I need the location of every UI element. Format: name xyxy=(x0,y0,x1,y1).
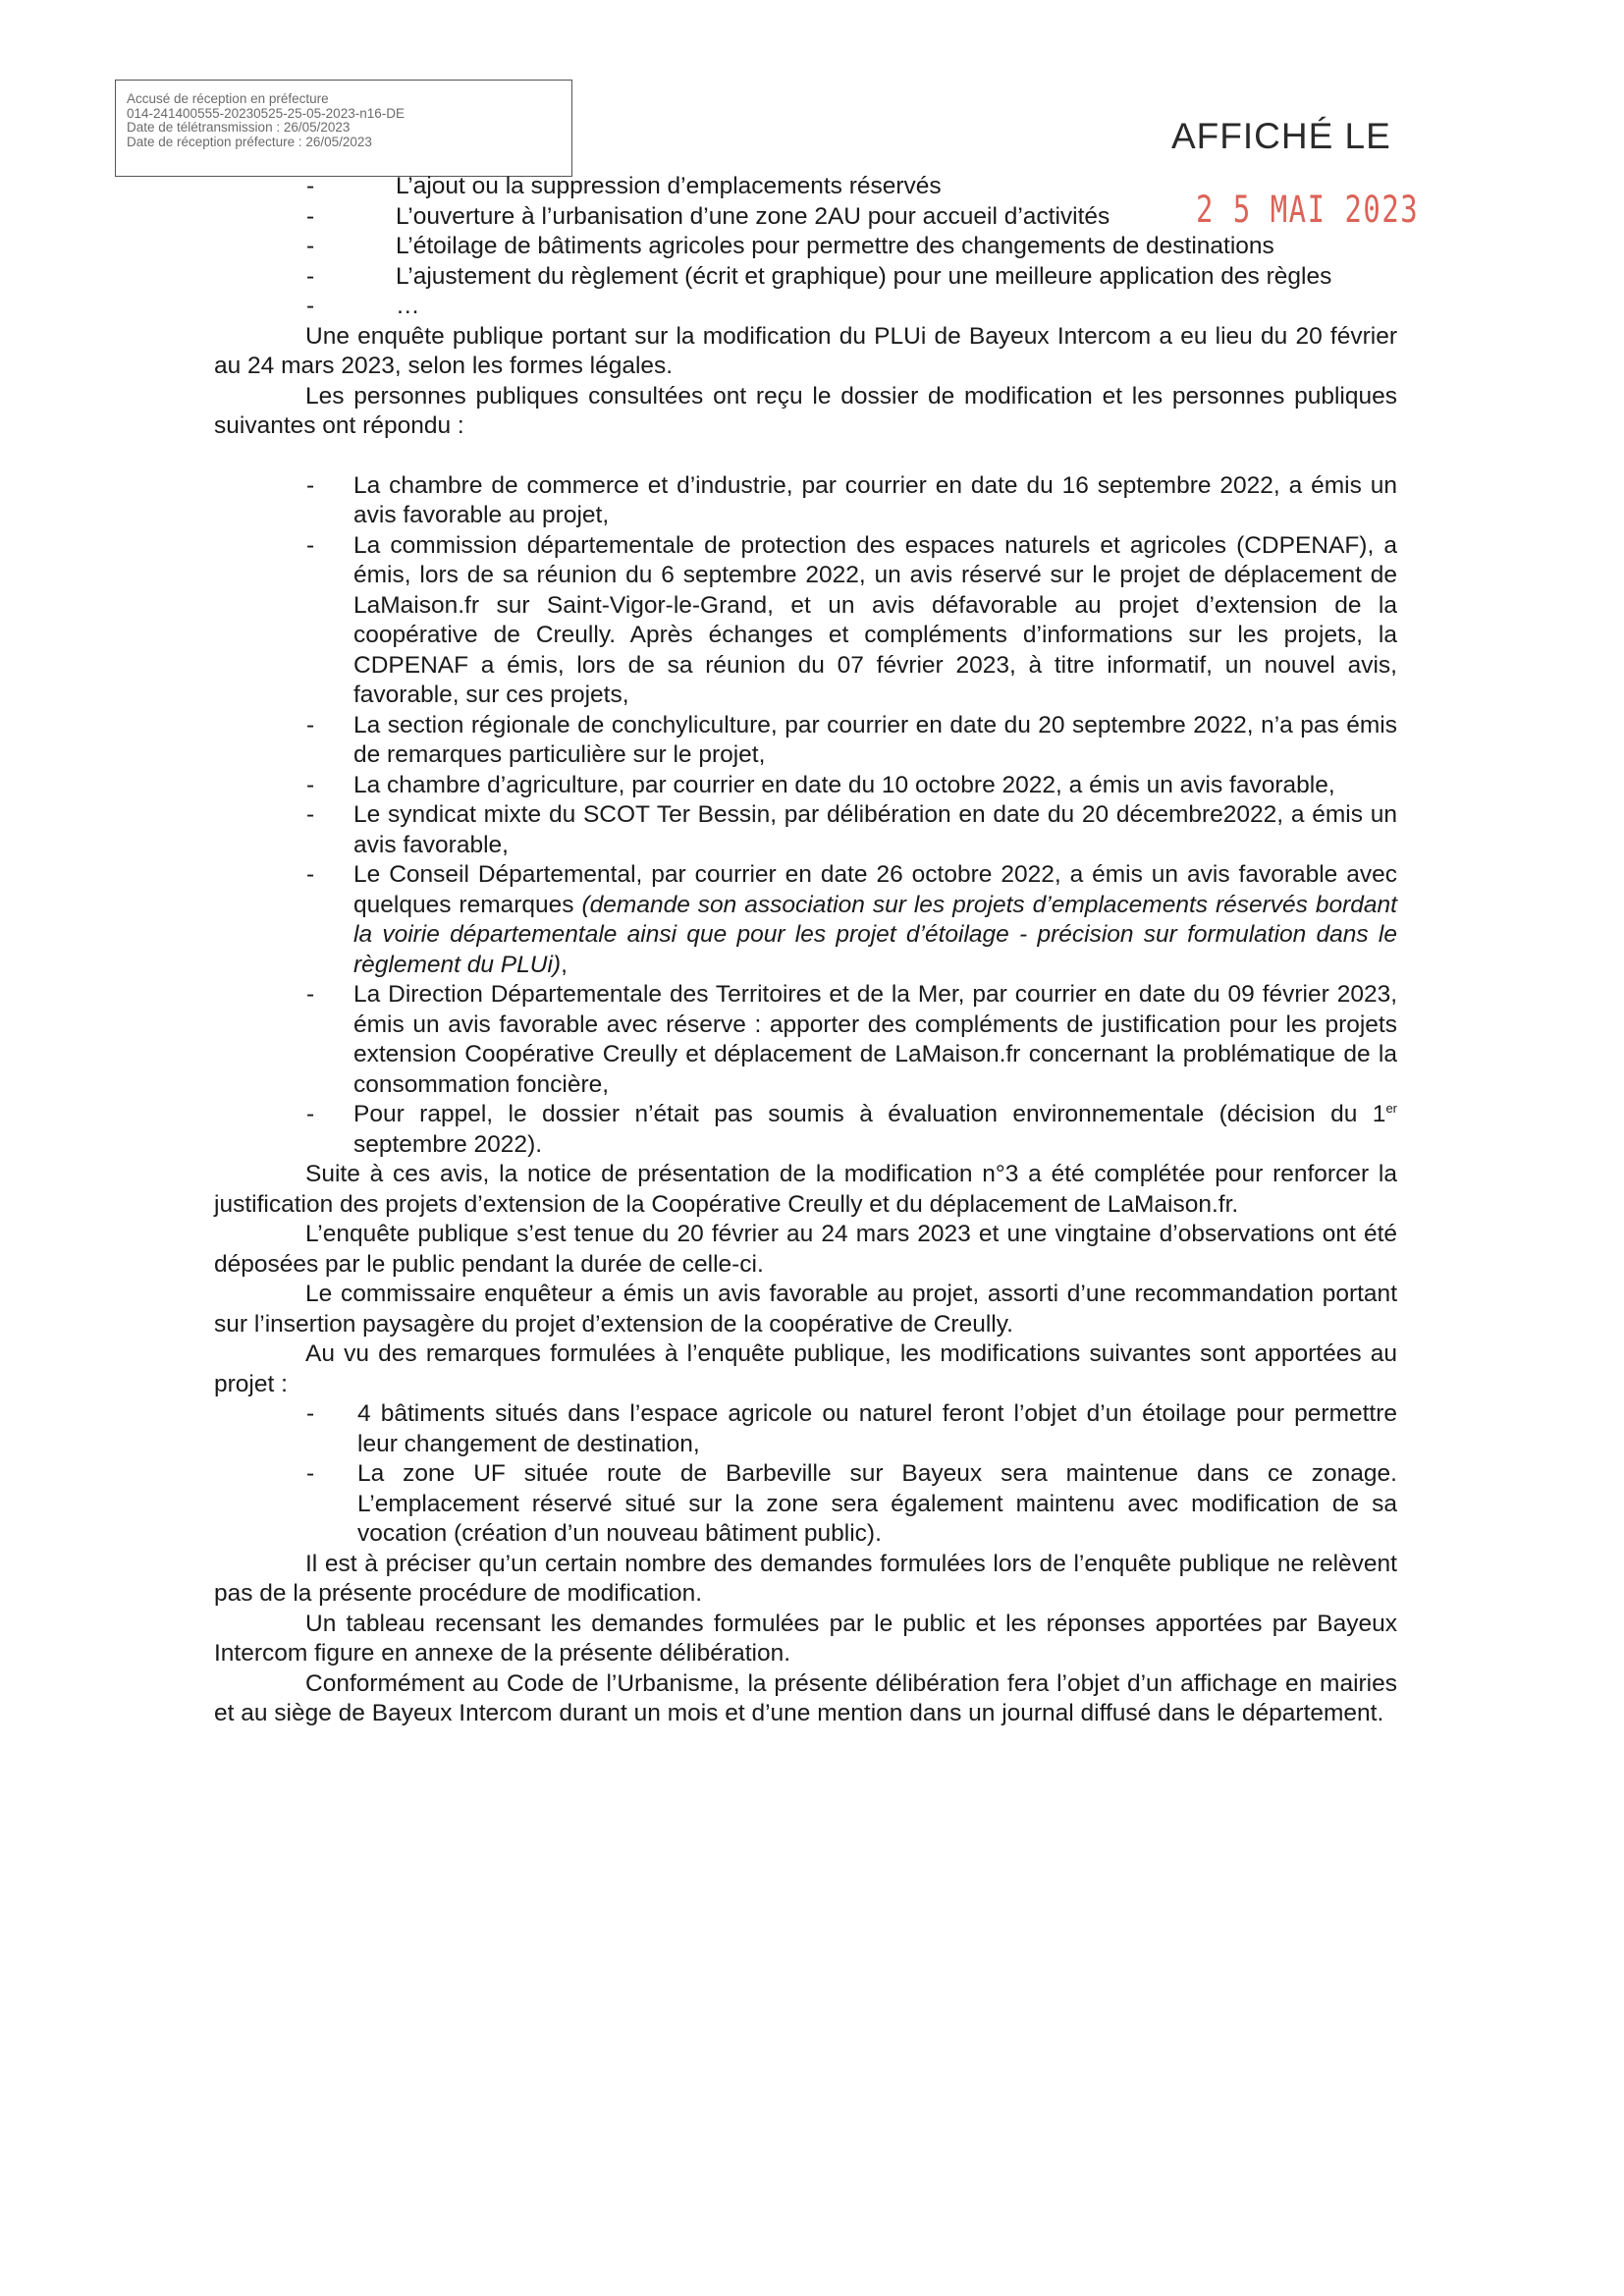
document-body xyxy=(214,172,1397,1729)
list-item: - Le syndicat mixte du SCOT Ter Bessin, par délibération en date du 20 décembre2022, a émis un avis favorable, xyxy=(214,800,1397,860)
posted-date-stamp: 2 5 MAI 2023 xyxy=(1196,189,1420,231)
paragraph-enquete: Une enquête publique portant sur la modification du PLUi de Bayeux Intercom a eu lieu du 20 février au 24 mars 2023, selon les formes légales. xyxy=(214,322,1397,379)
stamp-line: Accusé de réception en préfecture xyxy=(127,91,329,106)
list-item: - L’ajustement du règlement (écrit et graphique) pour une meilleure application des règles xyxy=(214,262,1397,293)
list-item: - La Direction Départementale des Territoires et de la Mer, par courrier en date du 09 février 2023, émis un avis favorable avec réserve : apporter des compléments de justification pour les projets extension Coopérative Creully et déplacement de LaMaison.fr concernant la problématique de la consommation foncière, xyxy=(214,980,1397,1100)
paragraph-tableau: Un tableau recensant les demandes formulées par le public et les réponses apportées par Bayeux Intercom figure en annexe de la présente délibération. xyxy=(214,1610,1397,1667)
list-item-text: Le Conseil Départemental, par courrier en date 26 octobre 2022, a émis un avis favorable avec quelques remarques xyxy=(353,861,1397,918)
paragraph-vu: Au vu des remarques formulées à l’enquête publique, les modifications suivantes sont apportées au projet : xyxy=(214,1340,1397,1397)
list-item: - … xyxy=(214,292,1397,322)
list-item: - L’ajout ou la suppression d’emplacements réservés xyxy=(214,172,1397,202)
modifications-list xyxy=(214,1399,1397,1550)
stamp-line: 014-241400555-20230525-25-05-2023-n16-DE xyxy=(127,105,405,121)
avis-list xyxy=(214,471,1397,1161)
list-item-tail: , xyxy=(561,951,568,978)
list-item: - 4 bâtiments situés dans l’espace agricole ou naturel feront l’objet d’un étoilage pour permettre leur changement de destination, xyxy=(214,1399,1397,1459)
list-item xyxy=(214,860,1397,980)
list-item: - La section régionale de conchyliculture, par courrier en date du 20 septembre 2022, n’a pas émis de remarques particulière sur le projet, xyxy=(214,711,1397,771)
list-item: - La chambre de commerce et d’industrie, par courrier en date du 16 septembre 2022, a émis un avis favorable au projet, xyxy=(214,471,1397,531)
posted-label: AFFICHÉ LE xyxy=(1171,116,1391,156)
modification-objectives-list xyxy=(214,172,1397,322)
list-item: - La chambre d’agriculture, par courrier en date du 10 octobre 2022, a émis un avis favorable, xyxy=(214,771,1397,801)
list-item: - La commission départementale de protection des espaces naturels et agricoles (CDPENAF), a émis, lors de sa réunion du 6 septembre 2022, un avis réservé sur le projet de déplacement de LaMaison.fr sur Saint-Vigor-le-Grand, et un avis défavorable au projet d’extension de la coopérative de Creully. Après échanges et compléments d’informations sur les projets, la CDPENAF a émis, lors de sa réunion du 07 février 2023, à titre informatif, un nouvel avis, favorable, sur ces projets, xyxy=(214,531,1397,711)
list-item xyxy=(214,1100,1397,1160)
prefecture-receipt-stamp xyxy=(115,80,572,177)
paragraph-conformement: Conformément au Code de l’Urbanisme, la présente délibération fera l’objet d’un affichage en mairies et au siège de Bayeux Intercom durant un mois et d’une mention dans un journal diffusé dans le département. xyxy=(214,1669,1397,1726)
paragraph-tenue: L’enquête publique s’est tenue du 20 février au 24 mars 2023 et une vingtaine d’observations ont été déposées par le public pendant la durée de celle-ci. xyxy=(214,1221,1397,1278)
paragraph-preciser: Il est à préciser qu’un certain nombre des demandes formulées lors de l’enquête publique ne relèvent pas de la présente procédure de modification. xyxy=(214,1550,1397,1607)
paragraph-personnes-publiques: Les personnes publiques consultées ont reçu le dossier de modification et les personnes publiques suivantes ont répondu : xyxy=(214,382,1397,439)
list-item-remarks: (demande son association sur les projets d’emplacements réservés bordant la voirie départementale ainsi que pour les projet d’étoilage - précision sur formulation dans le règlement du PLUi) xyxy=(353,891,1397,978)
list-item: - L’ouverture à l’urbanisation d’une zone 2AU pour accueil d’activités xyxy=(214,202,1397,233)
stamp-line: Date de réception préfecture : 26/05/2023 xyxy=(127,134,372,149)
superscript: er xyxy=(1385,1100,1397,1116)
stamp-line: Date de télétransmission : 26/05/2023 xyxy=(127,120,351,135)
list-item: - La zone UF située route de Barbeville sur Bayeux sera maintenue dans ce zonage. L’emplacement réservé situé sur la zone sera également maintenu avec modification de sa vocation (création d’un nouveau bâtiment public). xyxy=(214,1459,1397,1550)
paragraph-suite: Suite à ces avis, la notice de présentation de la modification n°3 a été complétée pour renforcer la justification des projets d’extension de la Coopérative Creully et du déplacement de LaMaison.fr. xyxy=(214,1161,1397,1218)
list-item-text: Pour rappel, le dossier n’était pas soumis à évaluation environnementale (décision du 1 xyxy=(353,1101,1386,1127)
list-item: - L’étoilage de bâtiments agricoles pour permettre des changements de destinations xyxy=(214,232,1397,262)
paragraph-commissaire: Le commissaire enquêteur a émis un avis favorable au projet, assorti d’une recommandation portant sur l’insertion paysagère du projet d’extension de la coopérative de Creully. xyxy=(214,1281,1397,1338)
list-item-tail: septembre 2022). xyxy=(353,1130,543,1158)
